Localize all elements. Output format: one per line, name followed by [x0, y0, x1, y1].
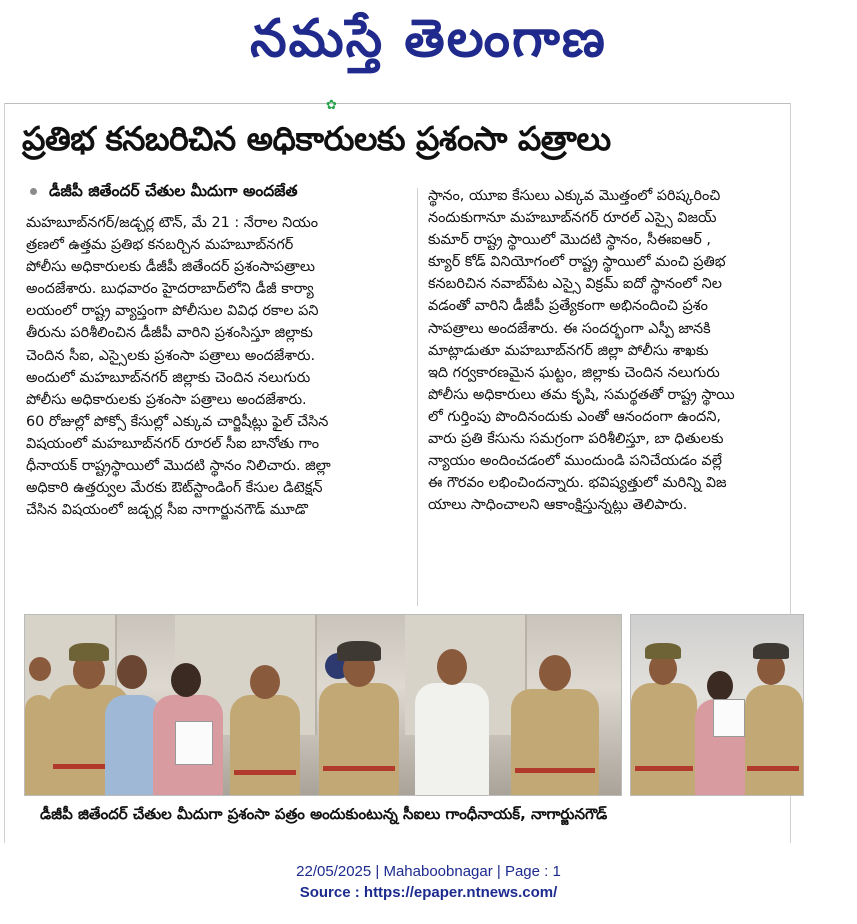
- top-rule: [4, 103, 790, 104]
- subheadline-text: డీజీపీ జితేందర్ చేతుల మీదుగా అందజేత: [49, 182, 298, 200]
- footer-date-line: 22/05/2025 | Mahaboobnagar | Page : 1: [296, 863, 561, 880]
- photo-caption: డీజీపీ జితేందర్ చేతుల మీదుగా ప్రశంసా పత్రం అందుకుంటున్న సీఐలు గాంధీనాయక్, నాగార్జునగౌడ్: [40, 805, 608, 823]
- text-line: 60 రోజుల్లో పోక్సో కేసుల్లో ఎక్కువ చార్జిషీట్లు ఫైల్ చేసిన: [26, 413, 329, 430]
- text-line: పోలీసు అధికారులు తమ కృషి, సమర్థతతో రాష్ట్ర స్థాయి: [428, 386, 735, 403]
- text-line: తీరును పరిశీలించిన డీజీపీ వారిని ప్రశంసిస్తూ జిల్లాకు: [26, 325, 313, 342]
- text-line: న్యాయం అందించడంలో ముందుండి పనిచేయడం వల్లే: [428, 453, 722, 470]
- column-divider: [417, 188, 418, 606]
- leaf-logo-icon: ✿: [326, 98, 337, 113]
- dgp-figure: [313, 635, 405, 795]
- dgp-figure: [741, 639, 803, 795]
- officer-figure: [631, 633, 701, 795]
- text-line: లయంలో రాష్ట్ర వ్యాప్తంగా పోలీసుల వివిధ రకాల పని: [26, 303, 319, 320]
- official-figure: [409, 635, 495, 795]
- text-line: పోలీసు అధికారులకు డీజీపీ జితేందర్ ప్రశంసాపత్రాలు: [26, 259, 316, 276]
- certificate: [175, 721, 213, 765]
- text-line: మహబూబ్‌నగర్/జడ్చర్ల టౌన్, మే 21 : నేరాల నియం: [26, 215, 319, 231]
- text-line: వడంతో వారిని డీజీపీ ప్రత్యేకంగా అభినందించి ప్రశం: [428, 298, 708, 315]
- text-line: అధికారి ఉత్తర్వుల మేరకు ఔట్‌స్టాండింగ్ కేసుల డిటెక్షన్: [26, 480, 323, 497]
- text-line: త్రణలో ఉత్తమ ప్రతిభ కనబర్చిన మహబూబ్‌నగర్: [26, 237, 294, 254]
- footer-source-line[interactable]: Source : https://epaper.ntnews.com/: [299, 884, 558, 901]
- text-line: లో గుర్తింపు పొందినందుకు ఎంతో ఆనందంగా ఉందని,: [428, 408, 721, 425]
- text-line: చేసిన విషయంలో జడ్చర్ల సీఐ నాగార్జునగౌడ్ మూడొ: [26, 502, 308, 519]
- text-line: క్యూర్ కోడ్ వినియోగంలో రాష్ట్ర స్థాయిలో మంచి ప్రతిభ: [428, 254, 726, 271]
- text-line: చెందిన సీఐ, ఎస్సైలకు ప్రశంసా పత్రాలు అందజేశారు.: [26, 347, 316, 364]
- text-line: ధీనాయక్ రాష్ట్రస్థాయిలో మొదటి స్థానం నిలిచారు. జిల్లా: [26, 458, 331, 475]
- text-line: స్థానం, యూఐ కేసులు ఎక్కువ మొత్తంలో పరిష్కరించి: [428, 188, 721, 204]
- text-line: ఈ గౌరవం లభించిందన్నారు. భవిష్యత్తులో మరిన్ని విజ: [428, 475, 727, 492]
- text-line: అందజేశారు. బుధవారం హైదరాబాద్‌లోని డీజీ కార్యా: [26, 281, 314, 298]
- text-line: యాలు సాధించాలని ఆకాంక్షిస్తున్నట్లు తెలిపారు.: [428, 497, 688, 514]
- masthead-title: నమస్తే తెలంగాణ: [250, 8, 607, 69]
- text-line: కుమార్ రాష్ట్ర స్థాయిలో మొదటి స్థానం, సీఈఐఆర్ ,: [428, 232, 711, 249]
- article-subheadline: [30, 180, 410, 202]
- right-column: [428, 185, 778, 516]
- text-line: కనబరిచిన నవాబ్‌పేట ఎస్సై విక్రమ్ ఐదో స్థానంలో నిల: [428, 276, 722, 293]
- award-ceremony-photo: [24, 614, 622, 796]
- officer-figure: [230, 645, 300, 795]
- text-line: అందులో మహబూబ్‌నగర్ జిల్లాకు చెందిన నలుగురు: [26, 369, 311, 386]
- text-line: వారు ప్రతి కేసును సమగ్రంగా పరిశీలిస్తూ, బా ధితులకు: [428, 431, 724, 448]
- text-line: ఇది గర్వకారణమైన ఘట్టం, జిల్లాకు చెందిన నలుగురు: [428, 364, 720, 381]
- article-headline: ప్రతిభ కనబరిచిన అధికారులకు ప్రశంసా పత్రాలు: [22, 119, 611, 158]
- award-ceremony-photo-secondary: [630, 614, 804, 796]
- text-line: మాట్లాడుతూ మహబూబ్‌నగర్ జిల్లా పోలీసు శాఖకు: [428, 342, 709, 359]
- text-line: నందుకుగానూ మహబూబ్‌నగర్ రూరల్ ఎస్సై విజయ్: [428, 210, 717, 227]
- left-column: [26, 212, 410, 521]
- officer-figure: [505, 641, 605, 795]
- left-border: [4, 103, 5, 843]
- text-line: విషయంలో మహబూబ్‌నగర్ రూరల్ సీఐ బానోతు గాం: [26, 435, 320, 452]
- text-line: సాపత్రాలు అందజేశారు. ఈ సందర్భంగా ఎస్పీ జానకి: [428, 320, 711, 337]
- text-line: పోలీసు అధికారులకు ప్రశంసా పత్రాలు అందజేశారు.: [26, 391, 307, 408]
- bullet-icon: [30, 188, 37, 195]
